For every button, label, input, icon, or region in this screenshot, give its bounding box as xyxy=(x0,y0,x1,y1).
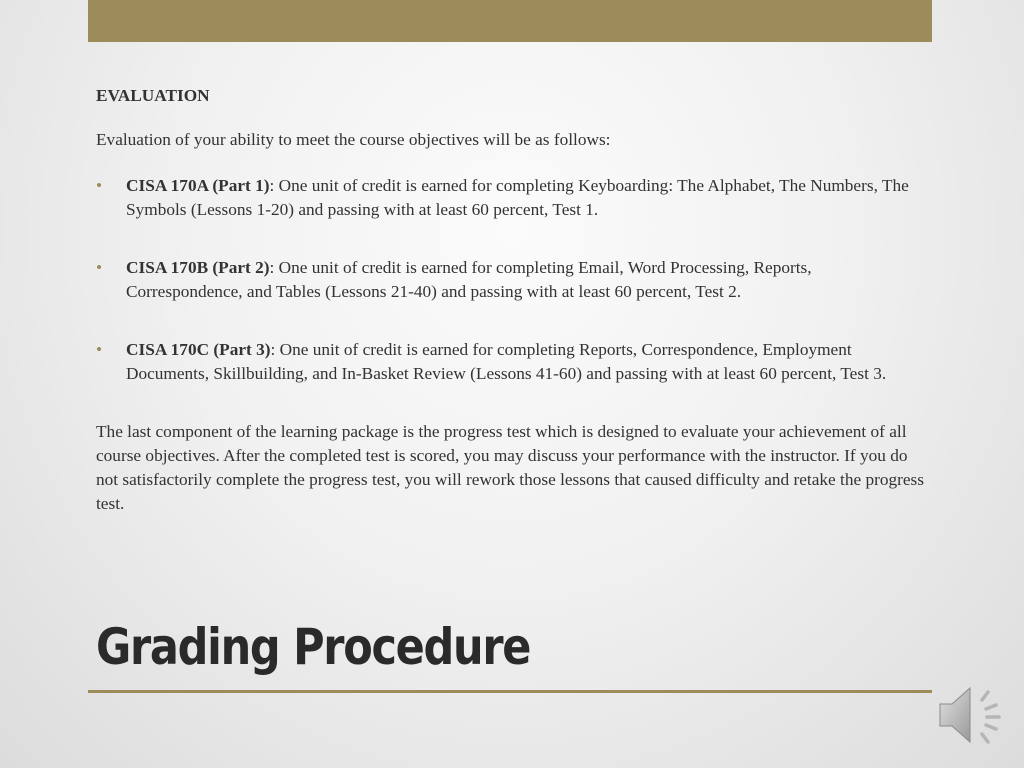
intro-text: Evaluation of your ability to meet the course objectives will be as follows: xyxy=(96,130,611,149)
top-accent-bar xyxy=(88,0,932,42)
credit-list xyxy=(96,174,926,386)
bullet-marker: • xyxy=(96,258,103,277)
list-item xyxy=(96,256,926,304)
list-item xyxy=(96,338,926,386)
slide-body xyxy=(96,84,926,516)
item-description: : One unit of credit is earned for completing Reports, Correspondence, Employment Documents, Skillbuilding, and In-Basket Review (Lessons 41-60) and passing with at least 60 percent, Test 3. xyxy=(126,340,887,383)
slide-title: Grading Procedure xyxy=(96,618,531,676)
closing-paragraph: The last component of the learning package is the progress test which is designed to evaluate your achievement of all course objectives. After the completed test is scored, you may discuss your performance with the instructor. If you do not satisfactorily complete the progress test, you will rework those lessons that caused difficulty and retake the progress test. xyxy=(96,422,925,513)
bullet-marker: • xyxy=(96,176,103,195)
title-underline xyxy=(88,690,932,693)
section-heading: EVALUATION xyxy=(96,86,210,105)
course-code: CISA 170B (Part 2) xyxy=(126,258,270,277)
speaker-icon[interactable] xyxy=(936,682,1006,748)
bullet-marker: • xyxy=(96,340,103,359)
item-description: : One unit of credit is earned for completing Email, Word Processing, Reports, Correspondence, and Tables (Lessons 21-40) and passing with at least 60 percent, Test 2. xyxy=(126,258,812,301)
course-code: CISA 170C (Part 3) xyxy=(126,340,271,359)
course-code: CISA 170A (Part 1) xyxy=(126,176,270,195)
item-description: : One unit of credit is earned for completing Keyboarding: The Alphabet, The Numbers, The Symbols (Lessons 1-20) and passing with at least 60 percent, Test 1. xyxy=(126,176,909,219)
list-item xyxy=(96,174,926,222)
